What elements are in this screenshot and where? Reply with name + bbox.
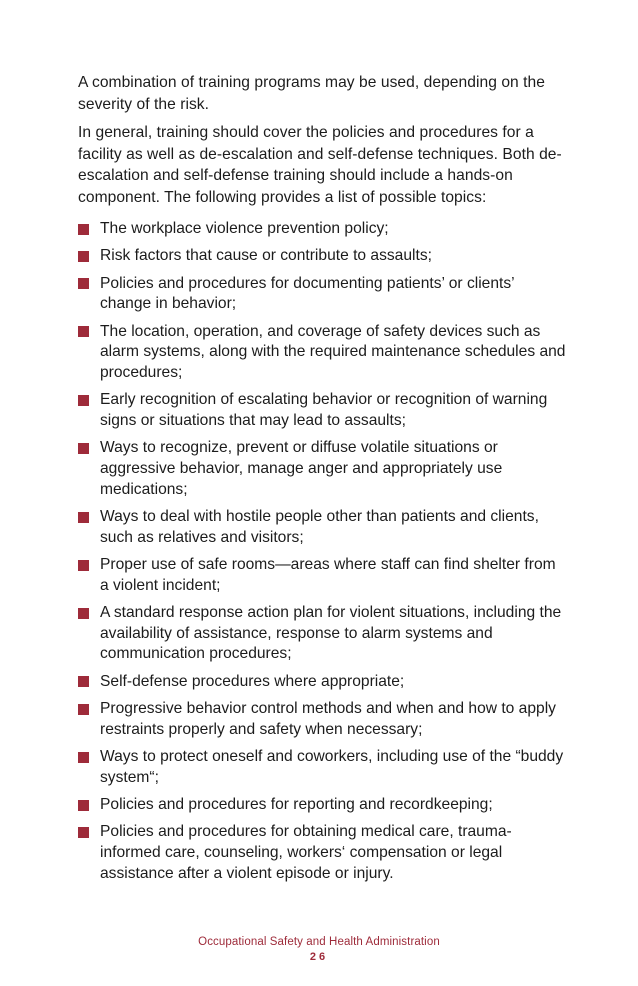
- square-bullet-icon: [78, 608, 89, 619]
- list-item-text: Proper use of safe rooms—areas where staff can find shelter from a violent incident;: [100, 556, 556, 594]
- list-item-text: The workplace violence prevention policy;: [100, 220, 389, 237]
- list-item-text: Early recognition of escalating behavior or recognition of warning signs or situations that may lead to assaults;: [100, 391, 548, 429]
- list-item: [78, 246, 568, 267]
- list-item: [78, 274, 568, 315]
- list-item-text: A standard response action plan for violent situations, including the availability of assistance, response to alarm systems and communication procedures;: [100, 604, 562, 663]
- page-body: [78, 72, 568, 891]
- footer-organization: Occupational Safety and Health Administration: [198, 936, 440, 948]
- square-bullet-icon: [78, 800, 89, 811]
- list-item-text: The location, operation, and coverage of safety devices such as alarm systems, along with the required maintenance schedules and procedures;: [100, 322, 566, 381]
- square-bullet-icon: [78, 278, 89, 289]
- list-item-text: Policies and procedures for reporting and recordkeeping;: [100, 796, 493, 813]
- list-item: [78, 555, 568, 596]
- list-item-text: Ways to protect oneself and coworkers, including use of the “buddy system“;: [100, 748, 564, 786]
- list-item: [78, 795, 568, 816]
- square-bullet-icon: [78, 704, 89, 715]
- square-bullet-icon: [78, 224, 89, 235]
- square-bullet-icon: [78, 443, 89, 454]
- list-item: [78, 219, 568, 240]
- square-bullet-icon: [78, 827, 89, 838]
- list-item-text: Policies and procedures for obtaining medical care, trauma-informed care, counseling, workers‘ compensation or legal assistance after a violent episode or injury.: [100, 823, 512, 882]
- intro-paragraph: A combination of training programs may be used, depending on the severity of the risk.: [78, 74, 545, 113]
- list-item-text: Ways to deal with hostile people other than patients and clients, such as relatives and visitors;: [100, 508, 539, 546]
- list-item: [78, 438, 568, 500]
- list-item: [78, 672, 568, 693]
- square-bullet-icon: [78, 395, 89, 406]
- list-item: [78, 747, 568, 788]
- list-item: [78, 699, 568, 740]
- training-paragraph: In general, training should cover the policies and procedures for a facility as well as de-escalation and self-defense techniques. Both de-escalation and self-defense training should include a hands-on component. The following provides a list of possible topics:: [78, 124, 562, 206]
- square-bullet-icon: [78, 512, 89, 523]
- square-bullet-icon: [78, 251, 89, 262]
- list-item-text: Progressive behavior control methods and when and how to apply restraints properly and safety when necessary;: [100, 700, 556, 738]
- list-item-text: Risk factors that cause or contribute to assaults;: [100, 247, 432, 265]
- list-item-text: Self-defense procedures where appropriate;: [100, 672, 405, 690]
- list-item: [78, 822, 568, 884]
- list-item: [78, 390, 568, 431]
- square-bullet-icon: [78, 560, 89, 571]
- list-item-text: Policies and procedures for documenting patients’ or clients’ change in behavior;: [100, 274, 515, 313]
- list-item-text: Ways to recognize, prevent or diffuse volatile situations or aggressive behavior, manage anger and appropriately use medications;: [100, 439, 503, 498]
- square-bullet-icon: [78, 676, 89, 687]
- page-number: 26: [309, 951, 329, 963]
- square-bullet-icon: [78, 752, 89, 763]
- topics-list: [78, 219, 568, 884]
- list-item: [78, 322, 568, 384]
- list-item: [78, 603, 568, 665]
- list-item: [78, 507, 568, 548]
- square-bullet-icon: [78, 326, 89, 337]
